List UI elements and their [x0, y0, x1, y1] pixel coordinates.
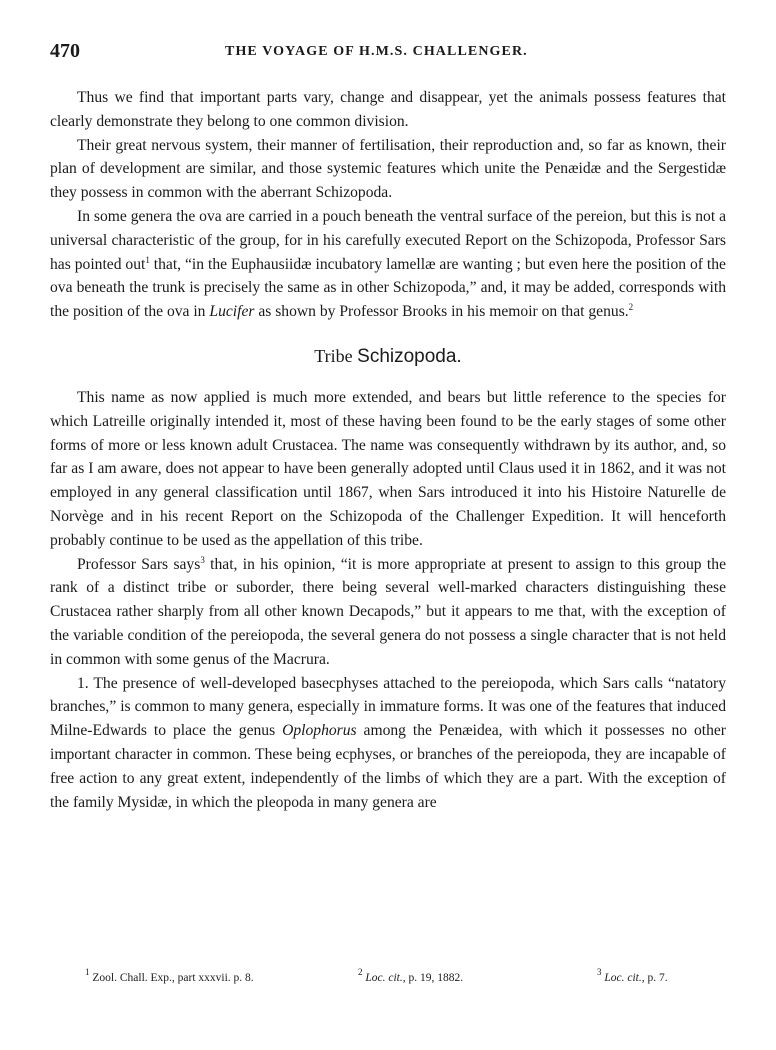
footnote-ref-1: 1: [145, 254, 150, 265]
page-header: [50, 40, 726, 66]
paragraph-5: [50, 553, 726, 672]
footnote-3: [597, 967, 668, 984]
heading-prefix: Tribe: [314, 345, 353, 366]
heading-tribe-name: Schizopoda.: [357, 345, 462, 367]
page-number: 470: [50, 40, 80, 62]
paragraph-5-text-a: Professor Sars says: [77, 555, 201, 573]
paragraph-1: Thus we find that important parts vary, change and disappear, yet the animals possess features that clearly demonstrate they belong to one common division.: [50, 89, 726, 130]
body-text: [50, 86, 726, 814]
paragraph-6: [50, 672, 726, 815]
footnote-2: [358, 967, 464, 984]
section-heading: [50, 344, 726, 369]
footnote-2-mark: 2: [358, 967, 363, 977]
paragraph-4: This name as now applied is much more extended, and bears but little reference to the species for which Latreille originally intended it, most of these having been found to be the early stages of some other forms of more or less known adult Crustacea. The name was consequently withdrawn by its author, and, so far as I am aware, does not appear to have been generally adopted until Claus used it in 1862, and it was not employed in any general classification until 1867, when Sars introduced it into his Histoire Naturelle de Norvège and in his recent Report on the Schizopoda of the Challenger Expedition. It will henceforth probably continue to be used as the appellation of this tribe.: [50, 388, 726, 549]
genus-name-lucifer: Lucifer: [209, 303, 255, 321]
paragraph-3-text-a: In some genera the ova are carried in a pouch beneath the ventral surface of the pereion, but this is not a universal characteristic of the group, for in his carefully executed Report on the Schizopoda, Professor Sars has pointed out: [50, 207, 726, 273]
genus-name-oplophorus: Oplophorus: [282, 722, 357, 740]
paragraph-3: [50, 205, 726, 324]
footnote-3-text: , p. 7.: [641, 972, 668, 984]
paragraph-5-text-b: that, in his opinion, “it is more appropriate at present to assign to this group the rank of a distinct tribe or suborder, there being several well-marked characters distinguishing these Crustacea rather sharply from all other known Decapods,” but it appears to me that, with the exception of the variable condition of the pereiopoda, the several genera do not possess a single character that is not held in common with some genus of the Macrura.: [50, 555, 726, 668]
footnote-1-mark: 1: [85, 967, 90, 977]
paragraph-3-text-c: as shown by Professor Brooks in his memoir on that genus.: [254, 303, 629, 321]
footnote-2-text: , p. 19, 1882.: [402, 972, 464, 984]
paragraph-6-text-b: among the Penæidea, with which it possesses no other important character in common. These being ecphyses, or branches of the pereiopoda, they are incapable of free action to any great extent, independently of the limbs of which they are a part. With the exception of the family Mysidæ, in which the pleopoda in many genera are: [50, 722, 726, 811]
footnotes: [85, 967, 695, 990]
footnote-ref-3: 3: [200, 554, 205, 565]
footnote-1: [85, 967, 254, 984]
paragraph-6-text-a: 1. The presence of well-developed basecphyses attached to the pereiopoda, which Sars calls “natatory branches,” is common to many genera, especially in immature forms. It was one of the features that induced Milne-Edwards to place the genus: [50, 674, 726, 740]
footnote-3-mark: 3: [597, 967, 602, 977]
running-title: THE VOYAGE OF H.M.S. CHALLENGER.: [225, 44, 528, 59]
footnote-3-loc: Loc. cit.: [604, 972, 642, 984]
paragraph-2: Their great nervous system, their manner of fertilisation, their reproduction and, so far as known, their plan of development are similar, and those systemic features which unite the Penæidæ and the Sergestidæ they possess in common with the aberrant Schizopoda.: [50, 136, 726, 202]
footnote-2-loc: Loc. cit.: [365, 972, 403, 984]
footnote-ref-2: 2: [628, 302, 634, 313]
footnote-1-text: Zool. Chall. Exp., part xxxvii. p. 8.: [92, 972, 254, 984]
paragraph-3-text-b: that, “in the Euphausiidæ incubatory lamellæ are wanting ; but even here the position of the ova beneath the trunk is precisely the same as in other Schizopoda,” and, it may be added, corresponds with the position of the ova in: [50, 255, 726, 321]
